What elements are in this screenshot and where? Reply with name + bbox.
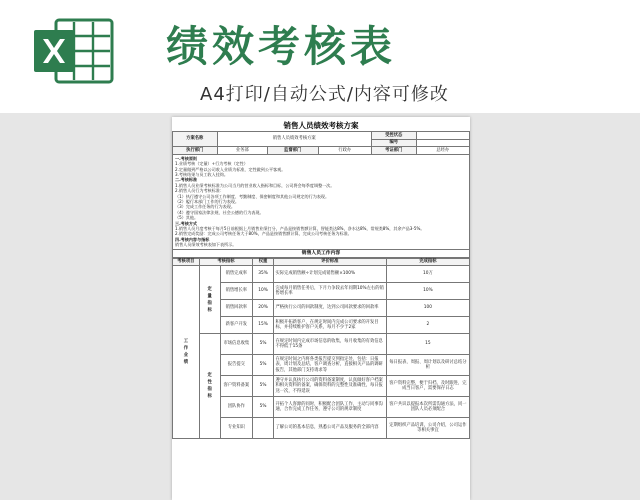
note-line: 2.定量做到严格以公司收入业绩为标准，定性做到公平客观。: [175, 166, 286, 172]
note-line: （4）遵守国家法律法规、社会公德的行为表现。: [175, 209, 264, 215]
note-line: 3.考核结果与员工收入挂钩。: [175, 172, 229, 177]
note-line: 三.考核方式: [175, 220, 198, 226]
notes-block: [172, 155, 470, 250]
metric-target: 客户共识以提报本次所需沟通方法，同一团队人员必须配合: [386, 397, 469, 418]
document-sheet: [172, 117, 470, 500]
col-header: 权重: [253, 258, 274, 266]
metric-weight: 35%: [253, 266, 274, 283]
metric-name: 专业知识: [220, 418, 253, 439]
metric-weight: 20%: [253, 300, 274, 317]
metric-weight: [253, 418, 274, 439]
header-table: [172, 131, 470, 155]
note-line: （5）其他。: [175, 215, 199, 221]
metric-target: 100: [386, 300, 469, 317]
note-line: 一.考核原则: [175, 155, 198, 161]
col-header: 考核项目: [173, 258, 200, 266]
metric-target: 15: [386, 334, 469, 355]
metric-name: 市场信息收集: [220, 334, 253, 355]
metric-name: 客户资料备案: [220, 376, 253, 397]
kpi-table: [172, 258, 470, 440]
note-line: 1.销售人员月度考核于每月5日前根据上月销售业绩打分，产品是按销售额计算，智能类达8%，净水达8%，常规类8%，其余产品3-5%。: [175, 226, 425, 232]
exec-dept-value: 业务部: [217, 147, 267, 155]
note-line: 2.销售人员行为考核标准：: [175, 188, 224, 194]
metric-criteria: 在规定时间之内将各类报告提交到指定处，包括：日报表、周计划及总结，客户调查分析，直接相关产品的调研报告，其他部门支持请求等: [273, 355, 386, 376]
number-label: 编号: [371, 139, 416, 147]
table-row: [173, 266, 470, 283]
page-title: 绩效考核表: [166, 22, 397, 71]
subcategory-quantitative: 定 量 指 标: [199, 266, 220, 334]
work-content-title: 销售人员工作内容: [172, 250, 470, 258]
metric-criteria: 完成每月销售任务后，下月力争较去年同期10%左右的销售增长率: [273, 283, 386, 300]
banner: [0, 0, 640, 113]
metric-criteria: 了解公司的基本信息，熟悉公司产品及服务的全部内容: [273, 418, 386, 439]
note-line: 1.业绩考核（定量）+行为考核（定性）: [175, 161, 248, 167]
number-value: [416, 139, 469, 147]
plan-name-value: 销售人员绩效考核方案: [217, 132, 371, 147]
supervise-dept-value: 行政办: [318, 147, 371, 155]
metric-target: 每日报表、周报、周计划以及研讨总结分析: [386, 355, 469, 376]
col-header: 考核指标: [199, 258, 252, 266]
metric-weight: 5%: [253, 355, 274, 376]
metric-criteria: 遵守并认真执行公司的资料备案制度，认真做好客户档案和相关资料的备案，确保资料的完整性及准确性，每日报送一次，不得延误: [273, 376, 386, 397]
exam-dept-value: 总经办: [416, 147, 469, 155]
metric-weight: 5%: [253, 376, 274, 397]
metric-criteria: 实际完成销售额÷计划完成销售额×100%: [273, 266, 386, 283]
note-line: （2）履行本部门工作的行为表现。: [175, 199, 240, 205]
metric-name: 销售回款率: [220, 300, 253, 317]
metric-name: 新客户开发: [220, 317, 253, 334]
metric-name: 销售完成率: [220, 266, 253, 283]
metric-target: 2: [386, 317, 469, 334]
plan-name-label: 方案名称: [173, 132, 218, 147]
metric-weight: 5%: [253, 397, 274, 418]
page-subtitle: A4打印/自动公式/内容可修改: [200, 84, 449, 105]
metric-criteria: 严格执行公司的回款制度，达到公司回款要求的回款率: [273, 300, 386, 317]
table-row: [173, 334, 470, 355]
note-line: 1.销售人员业绩考核标准为公司当月的营业收入指标和目标，公司将会每季度调整一次。: [175, 182, 335, 188]
note-line: 二.考核标准: [175, 177, 198, 183]
metric-criteria: 在规定时间内完成市场信息的收集，每月收集的有效信息不得低于15条: [273, 334, 386, 355]
note-line: （3）完成工作任务的行为表现。: [175, 204, 235, 210]
exam-dept-label: 考证部门: [371, 147, 416, 155]
metric-target: 客户资料完整，便于归档，及时跟进，完成当日客户，需要保存日志: [386, 376, 469, 397]
metric-weight: 5%: [253, 334, 274, 355]
note-line: 销售人员绩效考核表如下表所示。: [175, 242, 237, 248]
note-line: 2.销售完成奖励：完成公司考核任务大于80%，产品是按销售额计算，完成公司考核任务为标准。: [175, 231, 352, 237]
note-line: （1）执行遵守公司各项工作制度、考勤制度、保密制度和其他公司规定的行为表现。: [175, 193, 330, 199]
metric-target: 10万: [386, 266, 469, 283]
metric-criteria: 开拓个人客源的同时，积极配合团队工作，主动与同事沟通，合作完成工作任务，遵守公司的规章制度: [273, 397, 386, 418]
exec-dept-label: 执行部门: [173, 147, 218, 155]
category-work-performance: 工 作 业 绩: [173, 266, 200, 439]
subcategory-qualitative: 定 性 指 标: [199, 334, 220, 439]
metric-name: 销售增长率: [220, 283, 253, 300]
excel-logo-icon: [30, 16, 116, 86]
metric-target: 定期组织产品培训，公司介绍，公司运作等相关事宜: [386, 418, 469, 439]
control-status-label: 受控状态: [371, 132, 416, 140]
document-title: 销售人员绩效考核方案: [283, 121, 359, 130]
supervise-dept-label: 监督部门: [268, 147, 318, 155]
metric-weight: 10%: [253, 283, 274, 300]
metric-criteria: 积极开拓新客户，在规定时间内完成公司要求的开发目标，并持续维护客户关系，每月不少于2家: [273, 317, 386, 334]
metric-name: 报告提交: [220, 355, 253, 376]
col-header: 完成指标: [386, 258, 469, 266]
metric-name: 团队协作: [220, 397, 253, 418]
metric-target: 10%: [386, 283, 469, 300]
metric-weight: 15%: [253, 317, 274, 334]
note-line: 四.考核内容与指标: [175, 236, 210, 242]
col-header: 评价标准: [273, 258, 386, 266]
control-status-value: [416, 132, 469, 140]
